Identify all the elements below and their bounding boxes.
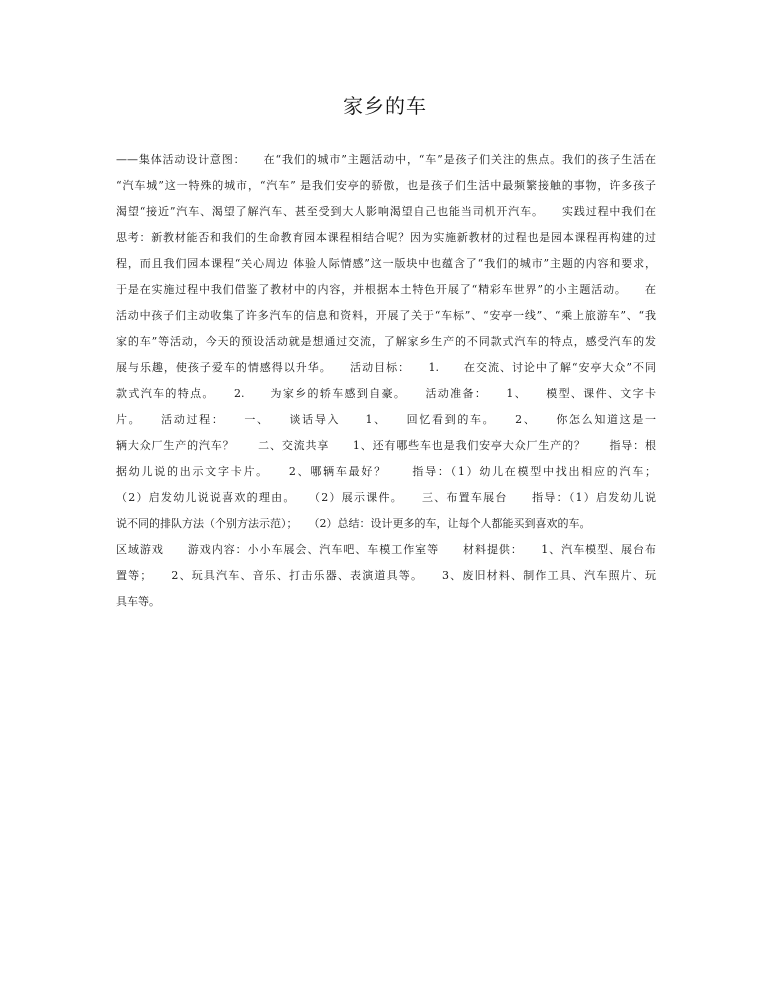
- body-line: 活动中孩子们主动收集了许多汽车的信息和资料，开展了关于“车标”、“安亭一线”、“乘上旅游车”、“我: [116, 309, 656, 322]
- body-line: 渴望“接近”汽车、渴望了解汽车、甚至受到大人影响渴望自己也能当司机开汽车。 实践过程中我们在: [116, 205, 656, 218]
- body-line: （2）启发幼儿说说喜欢的理由。 （2）展示课件。 三、布置车展台 指导：（1）启发幼儿说: [116, 491, 656, 504]
- body-line: 置等； 2、玩具汽车、音乐、打击乐器、表演道具等。 3、废旧材料、制作工具、汽车照片、玩: [116, 569, 656, 582]
- body-line: 于是在实施过程中我们借鉴了教材中的内容，并根据本土特色开展了“精彩车世界”的小主题活动。 在: [116, 283, 656, 296]
- body-line: 据幼儿说的出示文字卡片。 2、哪辆车最好？ 指导：（1）幼儿在模型中找出相应的汽车；: [116, 465, 656, 478]
- body-line: 辆大众厂生产的汽车？ 二、交流共享 1、还有哪些车也是我们安亭大众厂生产的？ 指导：根: [116, 439, 656, 452]
- body-line: ——集体活动设计意图： 在“我们的城市”主题活动中，“车”是孩子们关注的焦点。我们的孩子生活在: [116, 153, 656, 166]
- body-line: 款式汽车的特点。 2. 为家乡的轿车感到自豪。 活动准备： 1、 模型、课件、文字卡: [116, 387, 656, 400]
- body-line: 片。 活动过程： 一、 谈话导入 1、 回忆看到的车。 2、 你怎么知道这是一: [116, 413, 656, 426]
- document-body: [116, 147, 656, 615]
- body-line: 思考：新教材能否和我们的生命教育园本课程相结合呢？因为实施新教材的过程也是园本课程再构建的过: [116, 231, 656, 244]
- body-line: 具车等。: [116, 595, 160, 608]
- body-line: 程，而且我们园本课程“关心周边 体验人际情感”这一版块中也蕴含了“我们的城市”主题的内容和要求，: [116, 257, 656, 270]
- document-title: 家乡的车: [343, 94, 427, 118]
- body-line: 展与乐趣，使孩子爱车的情感得以升华。 活动目标： 1. 在交流、讨论中了解“安亭大众”不同: [116, 361, 656, 374]
- body-line: “汽车城”这一特殊的城市，“汽车” 是我们安亭的骄傲，也是孩子们生活中最频繁接触的事物，许多孩子: [116, 179, 656, 192]
- body-line: 家的车”等活动，今天的预设活动就是想通过交流，了解家乡生产的不同款式汽车的特点，感受汽车的发: [116, 335, 656, 348]
- body-line: 区域游戏 游戏内容：小小车展会、汽车吧、车模工作室等 材料提供： 1、汽车模型、展台布: [116, 543, 656, 556]
- body-line: 说不同的排队方法（个别方法示范）； （2）总结：设计更多的车，让每个人都能买到喜欢的车。: [116, 517, 591, 530]
